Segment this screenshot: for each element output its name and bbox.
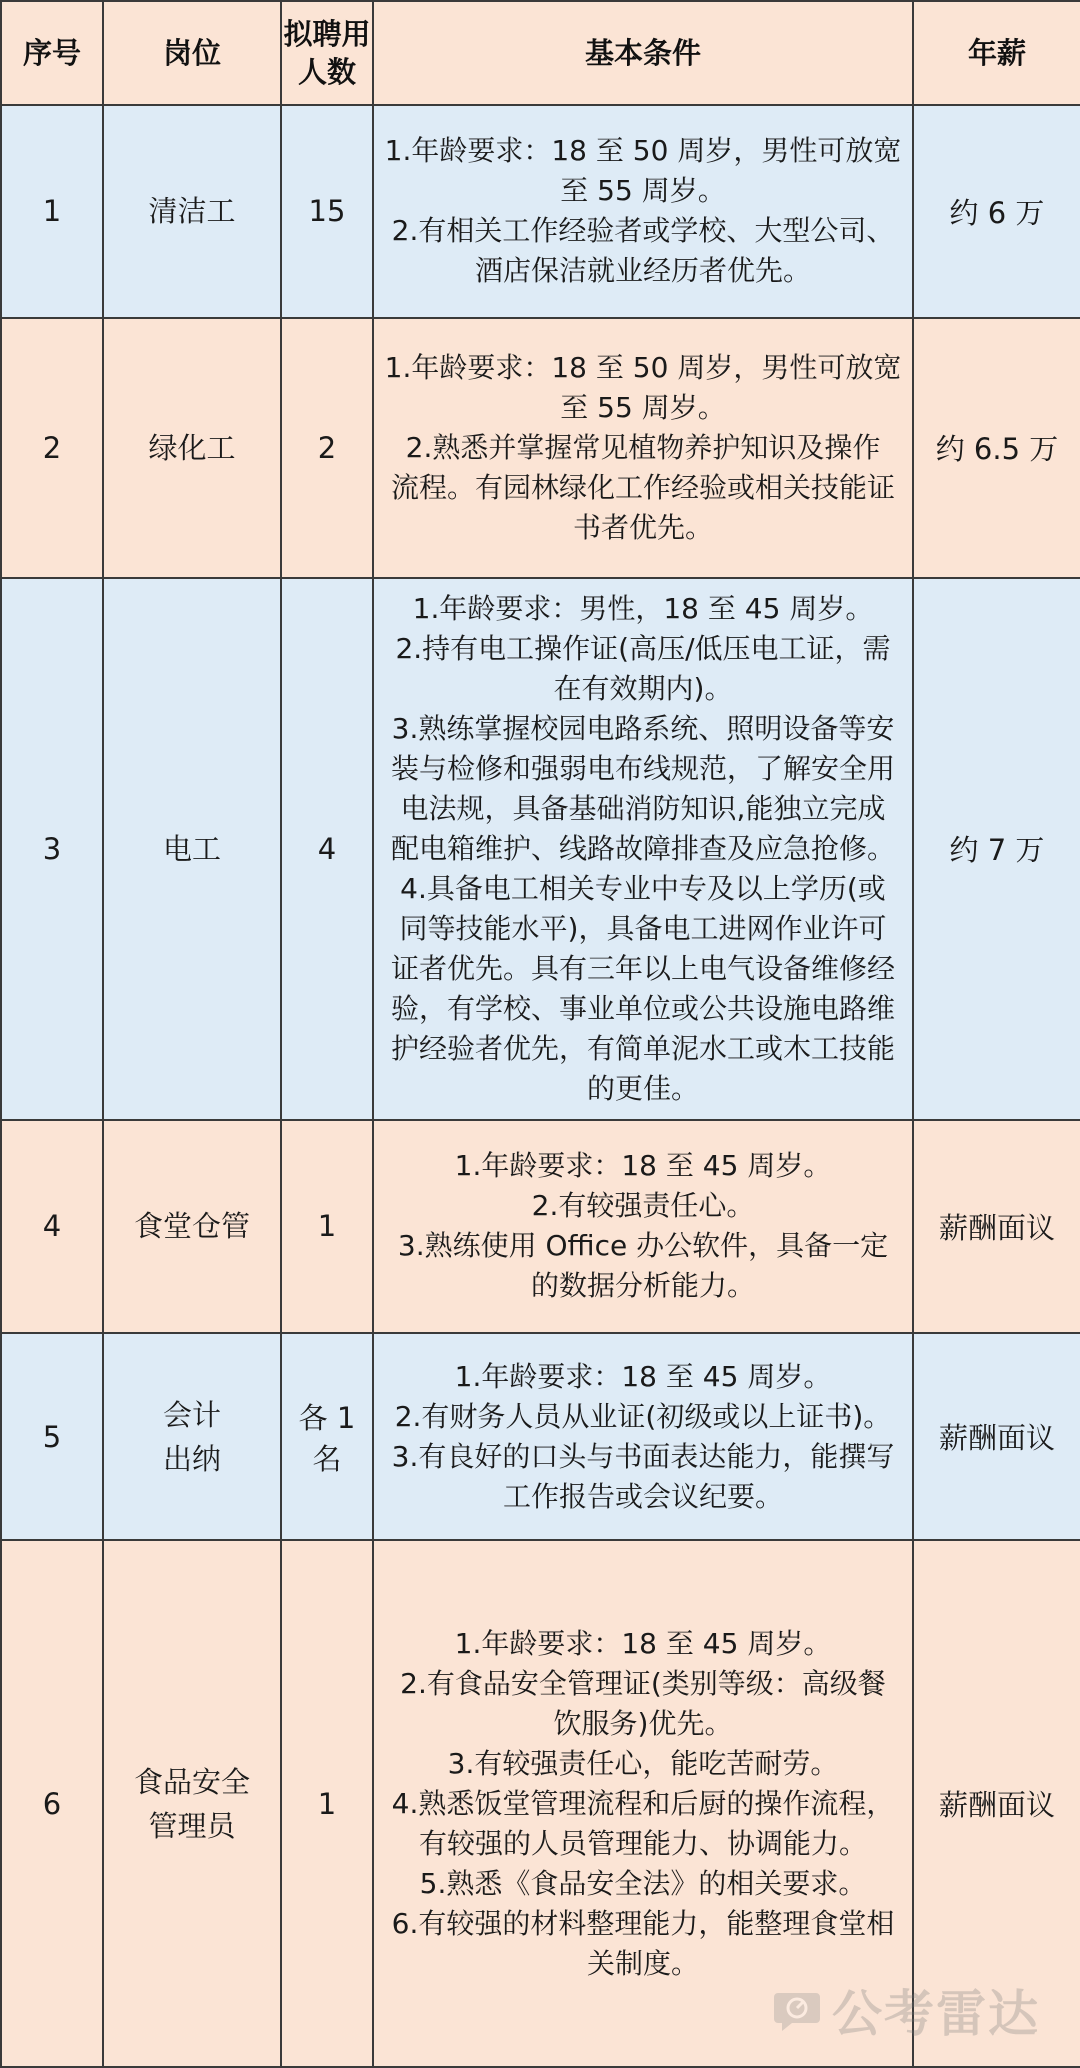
condition-line: 2.有相关工作经验者或学校、大型公司、	[391, 214, 895, 248]
condition-line: 工作报告或会议纪要。	[502, 1479, 783, 1513]
condition-line: 1.年龄要求：18 至 45 周岁。	[454, 1149, 832, 1183]
condition-line: 的更佳。	[586, 1071, 699, 1105]
position-name: 管理员	[148, 1808, 236, 1843]
header-salary: 年薪	[913, 1, 1080, 105]
conditions-cell	[373, 1333, 913, 1541]
condition-line: 流程。有园林绿化工作经验或相关技能证	[390, 470, 895, 504]
conditions-cell	[373, 105, 913, 318]
position-name: 会计	[162, 1397, 221, 1432]
condition-line: 3.有较强责任心，能吃苦耐劳。	[447, 1746, 839, 1780]
condition-line: 2.有较强责任心。	[531, 1189, 755, 1223]
condition-line: 6.有较强的材料整理能力，能整理食堂相	[391, 1906, 895, 1940]
condition-line: 酒店保洁就业经历者优先。	[474, 254, 811, 288]
table-row	[1, 1540, 1080, 2067]
condition-line: 书者优先。	[572, 510, 713, 544]
position-cell	[103, 318, 281, 578]
headcount: 1	[281, 1120, 373, 1333]
position-name: 清洁工	[148, 194, 236, 229]
condition-line: 配电箱维护、线路故障排查及应急抢修。	[390, 831, 895, 865]
condition-line: 4.熟悉饭堂管理流程和后厨的操作流程，	[391, 1786, 895, 1820]
condition-line: 至 55 周岁。	[560, 390, 726, 424]
salary: 薪酬面议	[913, 1120, 1080, 1333]
row-number: 5	[1, 1333, 103, 1541]
position-name: 绿化工	[148, 430, 236, 465]
conditions-cell	[373, 1540, 913, 2067]
headcount: 各 1 名	[281, 1333, 373, 1541]
conditions-cell	[373, 1120, 913, 1333]
condition-line: 1.年龄要求：男性，18 至 45 周岁。	[412, 591, 874, 625]
position-name: 出纳	[162, 1441, 221, 1476]
condition-line: 饮服务)优先。	[553, 1706, 733, 1740]
position-name: 食品安全	[133, 1764, 250, 1799]
position-cell	[103, 1540, 281, 2067]
table-row	[1, 318, 1080, 578]
condition-line: 2.持有电工操作证(高压/低压电工证，需	[395, 631, 891, 665]
salary: 约 7 万	[913, 578, 1080, 1120]
table-row	[1, 1120, 1080, 1333]
header-conditions: 基本条件	[373, 1, 913, 105]
row-number: 4	[1, 1120, 103, 1333]
row-number: 6	[1, 1540, 103, 2067]
condition-line: 3.有良好的口头与书面表达能力，能撰写	[391, 1439, 895, 1473]
header-count	[281, 1, 373, 105]
headcount: 4	[281, 578, 373, 1120]
salary: 约 6 万	[913, 105, 1080, 318]
table-row	[1, 105, 1080, 318]
condition-line: 验，有学校、事业单位或公共设施电路维	[390, 991, 895, 1025]
row-number: 1	[1, 105, 103, 318]
header-position: 岗位	[103, 1, 281, 105]
position-cell	[103, 1333, 281, 1541]
condition-line: 1.年龄要求：18 至 45 周岁。	[454, 1626, 832, 1660]
salary: 薪酬面议	[913, 1333, 1080, 1541]
headcount: 15	[281, 105, 373, 318]
header-row	[1, 1, 1080, 105]
condition-line: 证者优先。具有三年以上电气设备维修经	[390, 951, 895, 985]
condition-line: 有较强的人员管理能力、协调能力。	[418, 1826, 867, 1860]
header-count-line-1: 拟聘用	[283, 17, 371, 51]
condition-line: 关制度。	[586, 1946, 699, 1980]
condition-line: 至 55 周岁。	[560, 174, 726, 208]
condition-line: 电法规，具备基础消防知识,能独立完成	[400, 791, 886, 825]
watermark-text: 公考雷达	[832, 1985, 1040, 2043]
condition-line: 2.有财务人员从业证(初级或以上证书)。	[394, 1399, 892, 1433]
condition-line: 1.年龄要求：18 至 45 周岁。	[454, 1359, 832, 1393]
salary: 薪酬面议	[913, 1540, 1080, 2067]
condition-line: 护经验者优先，有简单泥水工或木工技能	[390, 1031, 895, 1065]
condition-line: 1.年龄要求：18 至 50 周岁，男性可放宽	[384, 350, 902, 384]
row-number: 2	[1, 318, 103, 578]
position-name: 食堂仓管	[133, 1209, 250, 1244]
position-cell	[103, 578, 281, 1120]
header-count-line-2: 人数	[297, 55, 356, 89]
conditions-cell	[373, 578, 913, 1120]
headcount: 1	[281, 1540, 373, 2067]
condition-line: 5.熟悉《食品安全法》的相关要求。	[419, 1866, 867, 1900]
position-name: 电工	[162, 831, 221, 866]
condition-line: 的数据分析能力。	[530, 1269, 755, 1303]
position-cell	[103, 105, 281, 318]
condition-line: 3.熟练使用 Office 办公软件，具备一定	[397, 1229, 889, 1263]
condition-line: 装与检修和强弱电布线规范，了解安全用	[390, 751, 895, 785]
table-row	[1, 578, 1080, 1120]
condition-line: 在有效期内)。	[553, 671, 733, 705]
salary: 约 6.5 万	[913, 318, 1080, 578]
condition-line: 3.熟练掌握校园电路系统、照明设备等安	[391, 711, 895, 745]
conditions-cell	[373, 318, 913, 578]
table-row	[1, 1333, 1080, 1541]
condition-line: 2.熟悉并掌握常见植物养护知识及操作	[405, 430, 881, 464]
header-no: 序号	[1, 1, 103, 105]
headcount: 2	[281, 318, 373, 578]
position-cell	[103, 1120, 281, 1333]
condition-line: 同等技能水平)，具备电工进网作业许可	[399, 911, 887, 945]
condition-line: 1.年龄要求：18 至 50 周岁，男性可放宽	[384, 134, 902, 168]
row-number: 3	[1, 578, 103, 1120]
condition-line: 2.有食品安全管理证(类别等级：高级餐	[400, 1666, 886, 1700]
condition-line: 4.具备电工相关专业中专及以上学历(或	[400, 871, 886, 905]
